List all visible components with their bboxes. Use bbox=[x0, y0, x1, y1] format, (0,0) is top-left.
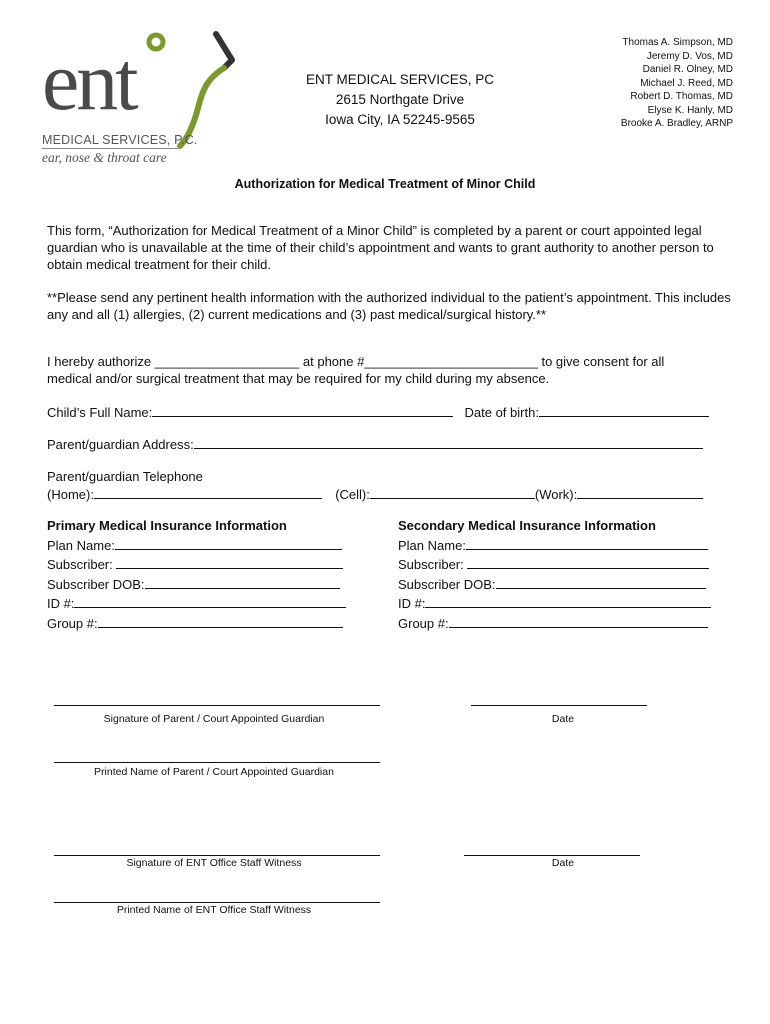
address-row bbox=[47, 435, 703, 453]
primary-subscriber-label: Subscriber: bbox=[47, 557, 113, 572]
parent-printed-name-label: Printed Name of Parent / Court Appointed Guardian bbox=[94, 766, 334, 778]
logo-swoosh bbox=[216, 34, 232, 68]
secondary-group-field[interactable] bbox=[449, 614, 708, 628]
primary-subscriber-field[interactable] bbox=[116, 555, 343, 569]
doctor-list bbox=[621, 36, 733, 131]
secondary-id-label: ID #: bbox=[398, 596, 426, 611]
authorize-line-2: medical and/or surgical treatment that may be required for my child during my absence. bbox=[47, 371, 550, 386]
primary-plan-label: Plan Name: bbox=[47, 537, 115, 553]
secondary-subscriber-field[interactable] bbox=[467, 555, 709, 569]
secondary-subscriber-label: Subscriber: bbox=[398, 557, 464, 572]
secondary-plan-label: Plan Name: bbox=[398, 537, 466, 553]
primary-group-label: Group #: bbox=[47, 615, 98, 631]
secondary-subscriber-dob-label: Subscriber DOB: bbox=[398, 576, 496, 592]
primary-id-field[interactable] bbox=[74, 594, 346, 608]
staff-printed-name-line[interactable] bbox=[54, 902, 380, 903]
parent-date-line[interactable] bbox=[471, 705, 647, 706]
work-label: (Work): bbox=[534, 487, 578, 502]
staff-printed-name-label: Printed Name of ENT Office Staff Witness bbox=[116, 904, 312, 916]
primary-group-field[interactable] bbox=[98, 614, 343, 628]
authorize-line-1: I hereby authorize ____________________ at phone #________________________ to give consent for all bbox=[47, 354, 665, 369]
doctor-name: Brooke A. Bradley, ARNP bbox=[620, 118, 733, 129]
secondary-insurance bbox=[398, 517, 711, 633]
parent-date-label: Date bbox=[551, 713, 575, 725]
logo-company: MEDICAL SERVICES, P.C. bbox=[42, 133, 198, 147]
secondary-plan-field[interactable] bbox=[466, 536, 708, 550]
cell-phone-field[interactable] bbox=[370, 485, 535, 499]
parent-signature-line[interactable] bbox=[54, 705, 380, 706]
telephone-label: Parent/guardian Telephone bbox=[47, 469, 203, 484]
staff-signature-label: Signature of ENT Office Staff Witness bbox=[126, 857, 302, 869]
doctor-name: Elyse K. Hanly, MD bbox=[647, 104, 733, 116]
doctor-name: Thomas A. Simpson, MD bbox=[622, 37, 733, 48]
child-name-row bbox=[47, 403, 709, 421]
practice-name: ENT MEDICAL SERVICES, PC bbox=[305, 72, 495, 87]
doctor-name: Michael J. Reed, MD bbox=[640, 77, 733, 89]
doctor-name: Jeremy D. Vos, MD bbox=[646, 50, 733, 62]
practice-street: 2615 Northgate Drive bbox=[335, 92, 465, 107]
logo-wordmark: ent bbox=[42, 35, 136, 128]
dob-label: Date of birth: bbox=[464, 405, 539, 420]
primary-subscriber-dob-label: Subscriber DOB: bbox=[47, 576, 145, 592]
child-name-label: Child’s Full Name: bbox=[47, 405, 153, 420]
staff-signature-line[interactable] bbox=[54, 855, 380, 856]
practice-address bbox=[300, 70, 500, 130]
logo-tagline: ear, nose & throat care bbox=[42, 150, 167, 165]
primary-id-label: ID #: bbox=[47, 596, 75, 611]
telephone-row bbox=[47, 485, 703, 503]
secondary-id-field[interactable] bbox=[425, 594, 711, 608]
logo-divider bbox=[42, 148, 178, 149]
secondary-insurance-heading: Secondary Medical Insurance Information bbox=[398, 518, 656, 533]
primary-subscriber-dob-field[interactable] bbox=[145, 575, 340, 589]
primary-insurance-heading: Primary Medical Insurance Information bbox=[47, 518, 287, 533]
intro-paragraph: This form, “Authorization for Medical Treatment of a Minor Child” is completed by a parent or court appointed legal guardian who is unavailable at the time of their child’s appointment and wants to grant authority to another person to obtain medical treatment for their child. bbox=[47, 223, 714, 272]
form-title: Authorization for Medical Treatment of Minor Child bbox=[234, 177, 536, 191]
primary-insurance bbox=[47, 517, 346, 633]
logo-dot bbox=[149, 35, 163, 49]
secondary-subscriber-dob-field[interactable] bbox=[496, 575, 706, 589]
secondary-group-label: Group #: bbox=[398, 615, 449, 631]
note-paragraph: **Please send any pertinent health information with the authorized individual to the patient’s appointment. This includes any and all (1) allergies, (2) current medications and (3) past medical/surgical history.** bbox=[47, 290, 731, 322]
address-field[interactable] bbox=[194, 435, 703, 449]
work-phone-field[interactable] bbox=[577, 485, 703, 499]
doctor-name: Daniel R. Olney, MD bbox=[642, 64, 733, 75]
staff-date-label: Date bbox=[551, 857, 575, 869]
dob-field[interactable] bbox=[539, 403, 709, 417]
parent-signature-label: Signature of Parent / Court Appointed Guardian bbox=[103, 713, 325, 725]
practice-city: Iowa City, IA 52245-9565 bbox=[325, 112, 475, 127]
home-label: (Home): bbox=[47, 487, 94, 502]
doctor-name: Robert D. Thomas, MD bbox=[630, 91, 733, 102]
staff-date-line[interactable] bbox=[464, 855, 640, 856]
cell-label: (Cell): bbox=[335, 487, 370, 502]
primary-plan-field[interactable] bbox=[115, 536, 342, 550]
home-phone-field[interactable] bbox=[94, 485, 322, 499]
parent-printed-name-line[interactable] bbox=[54, 762, 380, 763]
child-name-field[interactable] bbox=[152, 403, 453, 417]
address-label: Parent/guardian Address: bbox=[47, 437, 194, 452]
